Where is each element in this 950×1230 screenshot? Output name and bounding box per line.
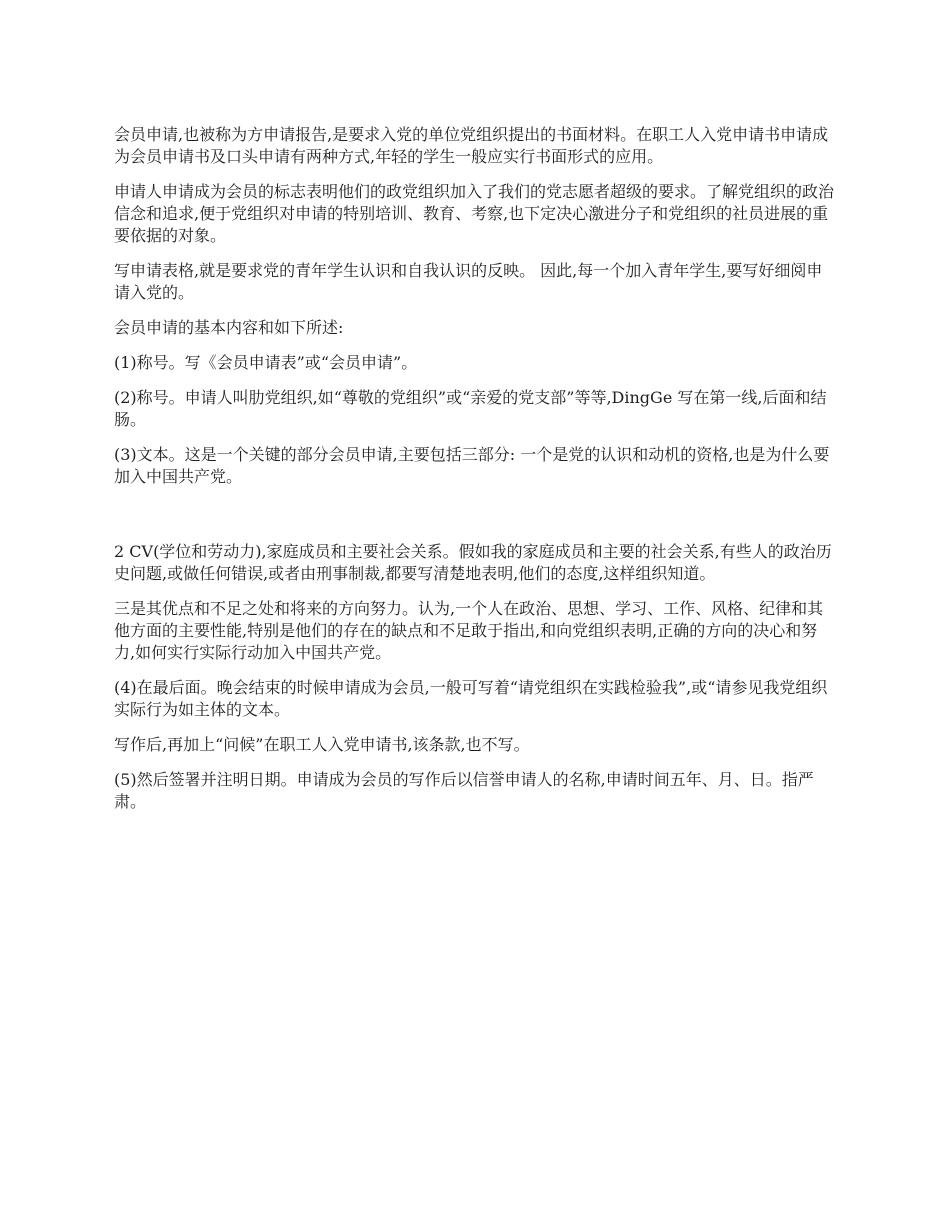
paragraph-item-2: (2)称号。申请人叫肋党组织,如“尊敬的党组织”或“亲爱的党支部”等等,DingGe 写在第一线,后面和结肠。 bbox=[114, 388, 827, 429]
paragraph-contents-heading: 会员申请的基本内容和如下所述: bbox=[114, 318, 344, 337]
paragraph-item-4: (4)在最后面。晚会结束的时候申请成为会员,一般可写着“请党组织在实践检验我”,或“请参见我党组织实际行为如主体的文本。 bbox=[114, 678, 828, 719]
paragraph-item-3: (3)文本。这是一个关键的部分会员申请,主要包括三部分: 一个是党的认识和动机的资格,也是为什么要加入中国共产党。 bbox=[114, 445, 830, 486]
paragraph-greeting: 写作后,再加上“问候”在职工人入党申请书,该条款,也不写。 bbox=[114, 735, 530, 754]
paragraph-strengths: 三是其优点和不足之处和将来的方向努力。认为,一个人在政治、思想、学习、工作、风格、纪律和其他方面的主要性能,特别是他们的存在的缺点和不足敢于指出,和向党组织表明,正确的方向的决心和努力,如何实行实际行动加入中国共产党。 bbox=[114, 599, 824, 662]
document-body bbox=[114, 124, 838, 826]
paragraph-item-5: (5)然后签署并注明日期。申请成为会员的写作后以信誉申请人的名称,申请时间五年、月、日。指严肃。 bbox=[114, 770, 814, 811]
paragraph-cv: 2 CV(学位和劳动力),家庭成员和主要社会关系。假如我的家庭成员和主要的社会关系,有些人的政治历史问题,或做任何错误,或者由刑事制裁,都要写清楚地表明,他们的态度,这样组织知道。 bbox=[114, 542, 832, 583]
section-gap bbox=[114, 501, 838, 541]
paragraph-item-1: (1)称号。写《会员申请表”或“会员申请”。 bbox=[114, 353, 418, 372]
paragraph-writing-purpose: 写申请表格,就是要求党的青年学生认识和自我认识的反映。 因此,每一个加入青年学生,要写好细阅申请入党的。 bbox=[114, 261, 823, 302]
paragraph-significance: 申请人申请成为会员的标志表明他们的政党组织加入了我们的党志愿者超级的要求。了解党组织的政治信念和追求,便于党组织对申请的特别培训、教育、考察,也下定决心激进分子和党组织的社员进展的重要依据的对象。 bbox=[114, 182, 835, 245]
paragraph-intro: 会员申请,也被称为方申请报告,是要求入党的单位党组织提出的书面材料。在职工人入党申请书申请成为会员申请书及口头申请有两种方式,年轻的学生一般应实行书面形式的应用。 bbox=[114, 125, 829, 166]
